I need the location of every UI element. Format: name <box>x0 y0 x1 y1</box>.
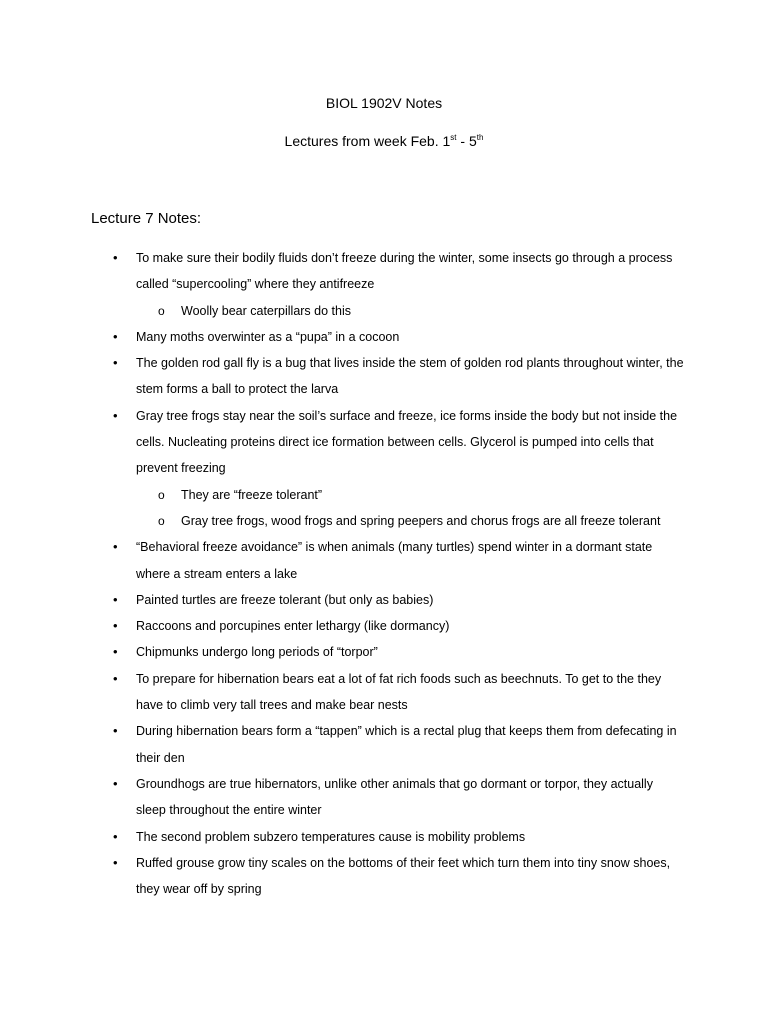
note-item <box>0 850 686 903</box>
note-text: To prepare for hibernation bears eat a lot of fat rich foods such as beechnuts. To get to the they have to climb very tall trees and make bear nests <box>136 671 662 713</box>
note-item <box>0 718 686 771</box>
sub-note-item <box>0 482 686 508</box>
sub-note-item <box>0 508 686 534</box>
note-item <box>0 534 686 587</box>
note-item <box>0 824 686 850</box>
subtitle-superscript-th: th <box>476 133 484 142</box>
note-text: The second problem subzero temperatures cause is mobility problems <box>136 829 526 844</box>
subtitle-superscript-st: st <box>450 133 457 142</box>
subtitle-text-end: - 5 <box>456 133 477 149</box>
bullet-icon: • <box>113 539 118 555</box>
sub-note-item <box>0 298 686 324</box>
note-text: Raccoons and porcupines enter lethargy (like dormancy) <box>136 619 450 634</box>
note-text: The golden rod gall fly is a bug that lives inside the stem of golden rod plants throughout winter, the stem forms a ball to protect the larva <box>136 356 684 397</box>
note-text: To make sure their bodily fluids don’t freeze during the winter, some insects go through a process called “supercooling” where they antifreeze <box>136 251 673 292</box>
bullet-icon: • <box>113 644 118 660</box>
document-subtitle <box>0 131 768 151</box>
note-item <box>0 587 686 613</box>
document-title: BIOL 1902V Notes <box>325 95 443 111</box>
note-item <box>0 639 686 665</box>
bullet-icon: • <box>113 828 118 844</box>
notes-list <box>0 245 768 902</box>
note-item <box>0 613 686 639</box>
note-text: Many moths overwinter as a “pupa” in a cocoon <box>136 329 400 344</box>
note-item <box>0 771 686 824</box>
bullet-icon: • <box>113 854 118 870</box>
note-text: Ruffed grouse grow tiny scales on the bottoms of their feet which turn them into tiny snow shoes, they wear off by spring <box>136 855 671 897</box>
note-item <box>0 350 686 403</box>
note-text: Groundhogs are true hibernators, unlike other animals that go dormant or torpor, they actually sleep throughout the entire winter <box>136 776 653 818</box>
bullet-icon: • <box>113 591 118 607</box>
note-item <box>0 245 686 298</box>
note-text: “Behavioral freeze avoidance” is when animals (many turtles) spend winter in a dormant state where a stream enters a lake <box>136 540 653 581</box>
note-item <box>0 403 686 482</box>
sub-bullet-icon: o <box>158 303 165 318</box>
note-item <box>0 324 686 350</box>
bullet-icon: • <box>113 355 118 371</box>
bullet-icon: • <box>113 723 118 739</box>
note-text: Gray tree frogs stay near the soil’s surface and freeze, ice forms inside the body but not inside the cells. Nucleating proteins direct ice formation between cells. Glycerol is pumped into cells that prevent freezing <box>136 408 678 476</box>
bullet-icon: • <box>113 328 118 344</box>
bullet-icon: • <box>113 407 118 423</box>
lecture-heading: Lecture 7 Notes: <box>91 210 202 227</box>
sub-bullet-icon: o <box>158 513 165 528</box>
subtitle-text: Lectures from week Feb. 1 <box>284 133 451 149</box>
sub-note-text: They are “freeze tolerant” <box>181 487 323 502</box>
sub-bullet-icon: o <box>158 487 165 502</box>
note-text: Chipmunks undergo long periods of “torpor” <box>136 645 378 660</box>
bullet-icon: • <box>113 775 118 791</box>
bullet-icon: • <box>113 250 118 265</box>
note-text: Painted turtles are freeze tolerant (but only as babies) <box>136 592 434 607</box>
sub-note-text: Woolly bear caterpillars do this <box>181 303 351 318</box>
sub-note-text: Gray tree frogs, wood frogs and spring peepers and chorus frogs are all freeze tolerant <box>181 513 661 528</box>
note-text: During hibernation bears form a “tappen” which is a rectal plug that keeps them from defecating in their den <box>136 724 677 765</box>
bullet-icon: • <box>113 618 118 634</box>
bullet-icon: • <box>113 670 118 686</box>
note-item <box>0 666 686 719</box>
